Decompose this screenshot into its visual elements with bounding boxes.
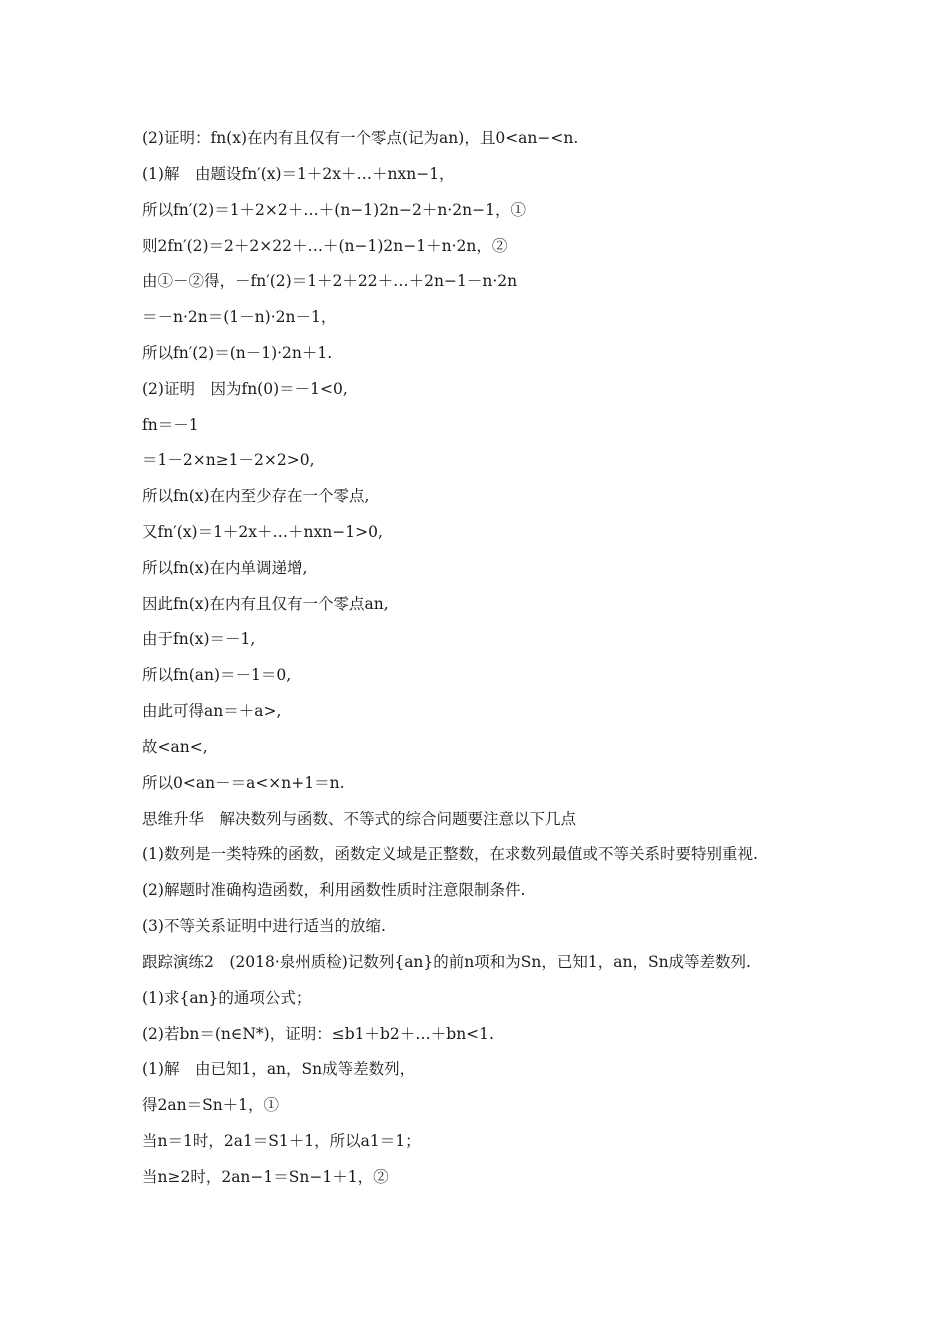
text-line: 所以fn(x)在内至少存在一个零点, (142, 487, 370, 505)
text-line: 所以fn(an)＝－1＝0, (142, 666, 292, 684)
text-line: 得2an＝Sn＋1，① (142, 1096, 280, 1114)
text-line: (1)数列是一类特殊的函数，函数定义域是正整数，在求数列最值或不等关系时要特别重视. (142, 845, 758, 863)
text-line: 由此可得an＝＋a>, (142, 702, 282, 720)
text-line: ＝－n·2n＝(1－n)·2n－1， (142, 308, 337, 326)
section-heading: 跟踪演练2 (2018·泉州质检)记数列{an}的前n项和为Sn，已知1，an，Sn成等差数列. (142, 953, 751, 971)
text-line: 故<an<, (142, 738, 208, 756)
text-line: (2)证明：fn(x)在内有且仅有一个零点(记为an)，且0<an−<n. (142, 129, 579, 147)
section-heading: 思维升华 解决数列与函数、不等式的综合问题要注意以下几点 (142, 810, 577, 828)
text-line: (2)证明 因为fn(0)＝－1<0, (142, 380, 348, 398)
text-line: (1)解 由题设fn′(x)＝1＋2x＋…＋nxn−1， (142, 165, 455, 183)
text-line: ＝1－2×n≥1－2×2>0, (142, 451, 315, 469)
text-line: 因此fn(x)在内有且仅有一个零点an, (142, 595, 389, 613)
text-line: (2)解题时准确构造函数，利用函数性质时注意限制条件. (142, 881, 526, 899)
text-line: 当n＝1时，2a1＝S1＋1，所以a1＝1； (142, 1132, 421, 1150)
text-line: 所以fn′(2)＝(n－1)·2n＋1. (142, 344, 333, 362)
text-line: (1)求{an}的通项公式； (142, 989, 312, 1007)
text-line: 由①－②得，－fn′(2)＝1＋2＋22＋…＋2n−1－n·2n (142, 272, 518, 290)
text-line: 所以0<an－＝a<×n+1＝n. (142, 774, 345, 792)
text-line: 所以fn′(2)＝1＋2×2＋…＋(n−1)2n−2＋n·2n−1，① (142, 201, 526, 219)
text-line: 当n≥2时，2an−1＝Sn−1＋1，② (142, 1168, 389, 1186)
text-line: 由于fn(x)＝－1, (142, 630, 256, 648)
text-line: 又fn′(x)＝1＋2x＋…＋nxn−1>0, (142, 523, 383, 541)
text-line: (2)若bn＝(n∈N*)，证明：≤b1＋b2＋…＋bn<1. (142, 1025, 494, 1043)
text-line: (1)解 由已知1，an，Sn成等差数列， (142, 1060, 416, 1078)
text-line: (3)不等关系证明中进行适当的放缩. (142, 917, 386, 935)
text-line: 所以fn(x)在内单调递增, (142, 559, 308, 577)
text-line: 则2fn′(2)＝2＋2×22＋…＋(n−1)2n−1＋n·2n，② (142, 237, 508, 255)
text-line: fn＝－1 (142, 416, 199, 434)
